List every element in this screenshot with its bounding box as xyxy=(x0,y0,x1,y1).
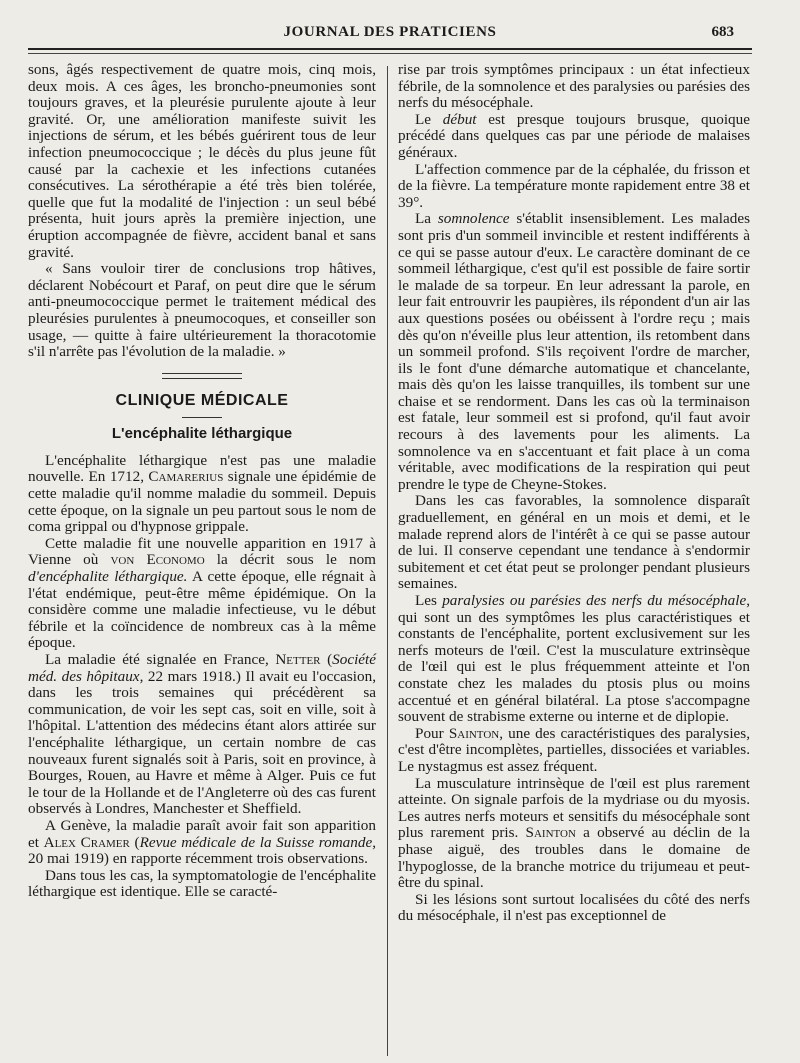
right-column xyxy=(398,62,750,925)
paragraph: Dans les cas favorables, la somnolence disparaît graduellement, en général en un mois et demi, et le malade reprend alors de l'intérêt à ce qui se passe autour de lui. Il conserve cependant une tendance à s'endormir subitement et cet état peut se prolonger pendant plusieurs semaines. xyxy=(398,492,750,593)
paragraph: sons, âgés respectivement de quatre mois, cinq mois, deux mois. A ces âges, les broncho-pneumonies sont toujours graves, et la pleurésie purulente ajoute à leur gravité. Or, une amélioration manifeste suivit les injections de sérum, et les bébés guérirent tous de leur infection pneumococcique ; le décès du plus jeune fût causé par la cachexie et les infections cutanées consécutives. La sérothérapie a été très bien tolérée, quelle que fut la modalité de l'injection : un seul bébé présenta, huit jours après la première injection, une éruption accompagnée de fièvre, accident banal et sans gravité. xyxy=(28,61,376,261)
paragraph: « Sans vouloir tirer de conclusions trop hâtives, déclarent Nobécourt et Paraf, on peut dire que le sérum anti-pneumococcique permet le traitement médical des pleurésies purulentes à pneumocoques, et conseiller son usage, — quitte à faire ultérieurement la thoracotomie s'il n'arrête pas l'évolution de la maladie. » xyxy=(28,260,376,361)
author-name: Alex Cramer xyxy=(43,833,130,851)
section-heading: CLINIQUE MÉDICALE xyxy=(115,391,289,409)
author-name: Sainton xyxy=(448,724,500,742)
paragraph: Pour Sainton, une des caractéristiques des paralysies, c'est d'être incomplètes, partielles, dissociées et variables. Le nystagmus est assez fréquent. xyxy=(398,724,750,775)
column-divider xyxy=(387,66,388,1056)
left-column xyxy=(28,62,376,901)
paragraph: A Genève, la maladie paraît avoir fait son apparition et Alex Cramer (Revue médicale de la Suisse romande, 20 mai 1919) en rapporte récemment trois observations. xyxy=(28,816,377,868)
header-rule-secondary xyxy=(28,53,752,54)
section-separator xyxy=(162,373,242,379)
journal-title: JOURNAL DES PRATICIENS xyxy=(283,24,497,40)
article-title: L'encéphalite léthargique xyxy=(111,425,293,443)
paragraph: La maladie été signalée en France, Netter (Société méd. des hôpitaux, 22 mars 1918.) Il avait eu l'occasion, dans les trois semaines qui précédèrent sa communication, de voir les sept cas, soit en ville, soit à l'hôpital. L'attention des médecins étant alors attirée sur l'encéphalite léthargique, un certain nombre de cas nouveaux furent signalés soit à Paris, soit en province, à Bourges, Rouen, au Havre et même à Alger. Puis ce fut le tour de la Hollande et de l'Angleterre où des cas furent observés à Londres, Manchester et Sheffield. xyxy=(28,651,377,818)
citation: Revue médicale de la Suisse romande xyxy=(139,833,373,851)
paragraph: Dans tous les cas, la symptomatologie de l'encéphalite léthargique est identique. Elle se caracté- xyxy=(28,866,376,901)
citation: Société méd. des hôpitaux xyxy=(28,651,376,685)
paragraph: La somnolence s'établit insensiblement. Les malades sont pris d'un sommeil invincible et restent indifférents à ce qui se passe autour d'eux. Le caractère dominant de ce sommeil léthargique, c'est qu'il est possible de faire sortir le malade de sa torpeur. En leur adressant la parole, en leur fait entrouvrir les paupières, ils répondent d'un air las aux questions posées ou obéissent à l'ordre reçu ; mais dès qu'on n'éveille plus leur attention, ils retombent dans un sommeil profond. S'ils reçoivent l'ordre de marcher, ils le font d'une démarche automatique et chancelante, mais dès qu'on les laisse tranquilles, ils tombent sur une chaise et se rendorment. Dans les cas où la terminaison est fatale, leur sommeil est si profond, qu'il faut avoir recours à des lavements pour les aliments. La somnolence va en s'accentuant et fait place à un coma véritable, avec modifications de la respiration qui peut prendre le type de Cheyne-Stokes. xyxy=(398,210,750,493)
author-name: Camarerius xyxy=(148,468,224,486)
paragraph: Si les lésions sont surtout localisées du côté des nerfs du mésocéphale, il n'est pas exceptionnel de xyxy=(398,890,750,925)
heading-rule xyxy=(182,417,222,418)
paragraph: La musculature intrinsèque de l'œil est plus rarement atteinte. On signale parfois de la mydriase ou du myosis. Les autres nerfs moteurs et sensitifs du mésocéphale sont plus rarement pris. Sainton a observé au déclin de la phase aiguë, des troubles dans le domaine de l'hypoglosse, de la branche motrice du trijumeau et peut-être du spinal. xyxy=(398,774,750,892)
page-header xyxy=(0,22,800,46)
paragraph: L'affection commence par de la céphalée, du frisson et de la fièvre. La température monte rapidement entre 38 et 39°. xyxy=(398,160,750,211)
paragraph: Cette maladie fit une nouvelle apparition en 1917 à Vienne où von Economo la décrit sous le nom d'encéphalite léthargique. A cette époque, elle régnait à l'état endémique, peut-être même épidémique. On la considère comme une maladie infectieuse, vu le début fébrile et la coïncidence de nombreux cas à la même époque. xyxy=(28,534,377,652)
author-name: von Economo xyxy=(110,551,205,569)
author-name: Netter xyxy=(275,651,321,668)
page-number: 683 xyxy=(711,24,734,40)
paragraph: Les paralysies ou parésies des nerfs du mésocéphale, qui sont un des symptômes les plus caractéristiques et constants de l'encéphalite, portent exclusivement sur les nerfs moteurs de l'œil. C'est la musculature extrinsèque de l'œil qui est le plus fréquemment atteinte et l'on constate chez les malades du ptosis plus ou moins accentué et en général bilatéral. La ptose s'accompagne souvent de strabisme externe ou interne et de diplopie. xyxy=(398,592,750,726)
author-name: Sainton xyxy=(525,824,576,842)
paragraph: rise par trois symptômes principaux : un état infectieux fébrile, de la somnolence et des paralysies ou parésies des nerfs du mésocéphale. xyxy=(398,61,750,112)
paragraph: Le début est presque toujours brusque, quoique précédé dans quelques cas par une période de malaises généraux. xyxy=(398,110,750,161)
paragraph: L'encéphalite léthargique n'est pas une maladie nouvelle. En 1712, Camarerius signale une épidémie de cette maladie qu'il nomme maladie du sommeil. Depuis cette époque, on la signale un peu partout sous le nom de coma grippal ou d'hypnose grippale. xyxy=(28,451,376,536)
header-rule xyxy=(28,48,752,50)
